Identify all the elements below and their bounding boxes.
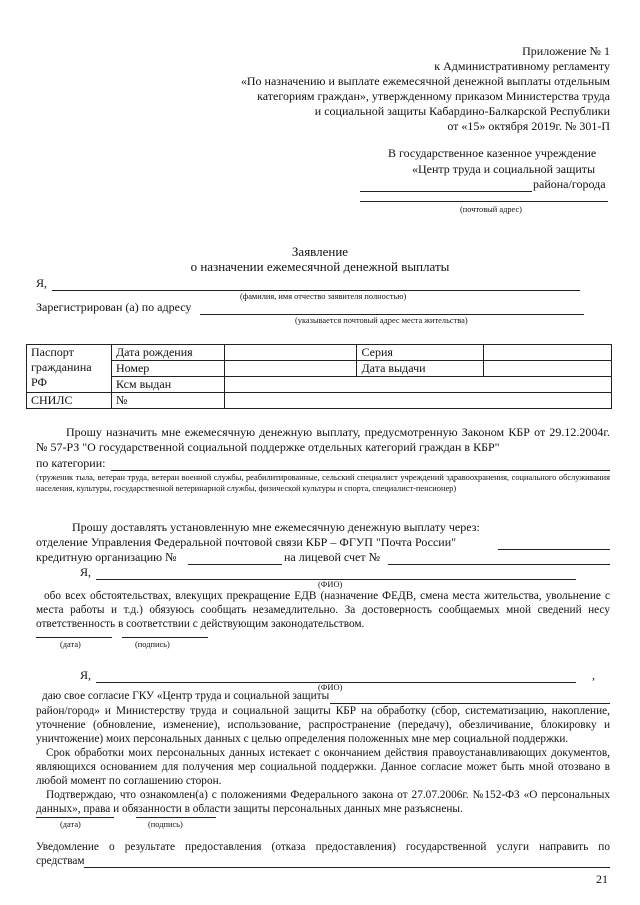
postal-address-field[interactable] xyxy=(360,201,608,202)
post-office-field[interactable] xyxy=(498,549,610,550)
issued-by-label: Ксм выдан xyxy=(111,377,224,393)
document-title: Заявление xyxy=(291,244,349,259)
request-text: Прошу назначить мне ежемесячную денежную выплату, предусмотренную Законом КБР от 29.12.2004г. № 57-РЗ "О государственной социальной поддержке отдельных категорий граждан в КБР" xyxy=(36,425,610,454)
obligation-signature-hint: (подпись) xyxy=(135,640,170,649)
page-number: 21 xyxy=(596,872,608,886)
appendix-line: категориям граждан», утвержденному приказом Министерства труда xyxy=(257,89,610,103)
applicant-name-hint: (фамилия, имя отчество заявителя полностью) xyxy=(240,292,407,301)
appendix-line: к Административному регламенту xyxy=(434,59,610,73)
snils-label: СНИЛС xyxy=(27,393,112,409)
rf-label: РФ xyxy=(31,375,47,389)
category-hint: (труженик тыла, ветеран труда, ветеран военной службы, реабилитированные, сельский специалист учреждений здравоохранения, социального обслуживания населения, культуры, государственной ветеринарной службы, физической культуры и спорта, специалист-пенсионер) xyxy=(36,473,610,493)
consent-line: даю свое согласие ГКУ «Центр труда и социальной защиты xyxy=(42,690,330,702)
issued-by-field[interactable] xyxy=(224,377,611,393)
addressee-line: «Центр труда и социальной защиты xyxy=(412,162,596,176)
obligation-fio-hint: (ФИО) xyxy=(318,580,343,589)
applicant-name-field[interactable] xyxy=(52,290,580,291)
snils-number-label: № xyxy=(111,393,224,409)
consent-fio-hint: (ФИО) xyxy=(318,683,343,692)
table-row xyxy=(27,377,612,393)
obligation-signature-field[interactable] xyxy=(122,637,208,638)
issue-date-label: Дата выдачи xyxy=(357,361,484,377)
appendix-date: от «15» октября 2019г. № 301-П xyxy=(447,119,610,133)
postal-address-hint: (почтовый адрес) xyxy=(460,205,522,214)
consent-text: район/город» и Министерству труда и социальной защиты КБР на обработку (сбор, систематизацию, накопление, уточнение (обновление, изменение), использование, распространение (передачу), обезличивание, блокировку и уничтожение) моих персональных данных с целью определения положенных мне мер социальной поддержки. xyxy=(36,705,610,745)
appendix-line: «По назначению и выплате ежемесячной денежной выплаты отдельным xyxy=(240,74,610,88)
address-field[interactable] xyxy=(200,314,584,315)
table-row xyxy=(27,393,612,409)
notification-method-field[interactable] xyxy=(84,867,610,868)
obligation-date-hint: (дата) xyxy=(60,640,81,649)
series-label: Серия xyxy=(357,345,484,361)
account-number-field[interactable] xyxy=(388,564,610,565)
table-row xyxy=(27,345,612,361)
consent-label: Я, xyxy=(80,668,92,682)
consent-comma: , xyxy=(592,668,595,682)
applicant-label: Я, xyxy=(36,276,48,290)
number-field[interactable] xyxy=(224,361,357,377)
passport-label-cell xyxy=(27,345,112,393)
consent-date-field[interactable] xyxy=(36,817,114,818)
issue-date-field[interactable] xyxy=(484,361,612,377)
series-field[interactable] xyxy=(484,345,612,361)
obligation-text: обо всех обстоятельствах, влекущих прекращение ЕДВ (назначение ФЕДВ, смена места жительства, увольнение с места работы и т.д.) обязуюсь сообщать незамедлительно. За достоверность сообщаемых мной сведений несу ответственность в соответствии с действующим законодательством. xyxy=(36,590,610,630)
consent-signature-field[interactable] xyxy=(136,817,216,818)
birth-date-field[interactable] xyxy=(224,345,357,361)
addressee-line: В государственное казенное учреждение xyxy=(388,146,597,160)
table-row xyxy=(27,361,612,377)
consent-term-text: Срок обработки моих персональных данных истекает с окончанием действия правоустанавливающих документов, являющихся основанием для получения мер социальной поддержки. Данное согласие может быть мной отозвано в любой момент по соглашению сторон. xyxy=(36,747,610,787)
consent-confirm-text: Подтверждаю, что ознакомлен(а) с положениями Федерального закона от 27.07.2006г. №152-ФЗ «О персональных данных», права и обязанности в области защиты персональных данных мне разъяснены. xyxy=(36,789,610,815)
citizen-label: гражданина xyxy=(31,360,92,374)
district-field[interactable] xyxy=(360,191,532,192)
obligation-label: Я, xyxy=(80,565,92,579)
consent-signature-hint: (подпись) xyxy=(148,820,183,829)
passport-table xyxy=(26,344,612,409)
account-label: на лицевой счет № xyxy=(284,550,381,564)
delivery-option-post: отделение Управления Федеральной почтовой связи КБР – ФГУП "Почта России" xyxy=(36,535,457,549)
address-hint: (указывается почтовый адрес места жительства) xyxy=(295,316,468,325)
category-field[interactable] xyxy=(111,470,610,471)
bank-number-field[interactable] xyxy=(188,564,282,565)
notification-text-cont: средствам xyxy=(36,855,85,867)
snils-field[interactable] xyxy=(224,393,611,409)
number-label: Номер xyxy=(111,361,224,377)
passport-label: Паспорт xyxy=(31,345,74,359)
category-label: по категории: xyxy=(36,456,106,470)
notification-text: Уведомление о результате предоставления (отказа предоставления) государственной услуги направить по xyxy=(36,841,610,853)
obligation-date-field[interactable] xyxy=(36,637,112,638)
delivery-option-bank: кредитную организацию № xyxy=(36,550,177,564)
delivery-line: Прошу доставлять установленную мне ежемесячную денежную выплату через: xyxy=(72,520,480,534)
document-subtitle: о назначении ежемесячной денежной выплаты xyxy=(190,259,450,274)
addressee-line: района/города xyxy=(533,177,606,191)
appendix-line: и социальной защиты Кабардино-Балкарской Республики xyxy=(314,104,610,118)
appendix-number: Приложение № 1 xyxy=(522,44,610,58)
birth-date-label: Дата рождения xyxy=(111,345,224,361)
consent-date-hint: (дата) xyxy=(60,820,81,829)
registered-label: Зарегистрирован (а) по адресу xyxy=(36,300,192,314)
